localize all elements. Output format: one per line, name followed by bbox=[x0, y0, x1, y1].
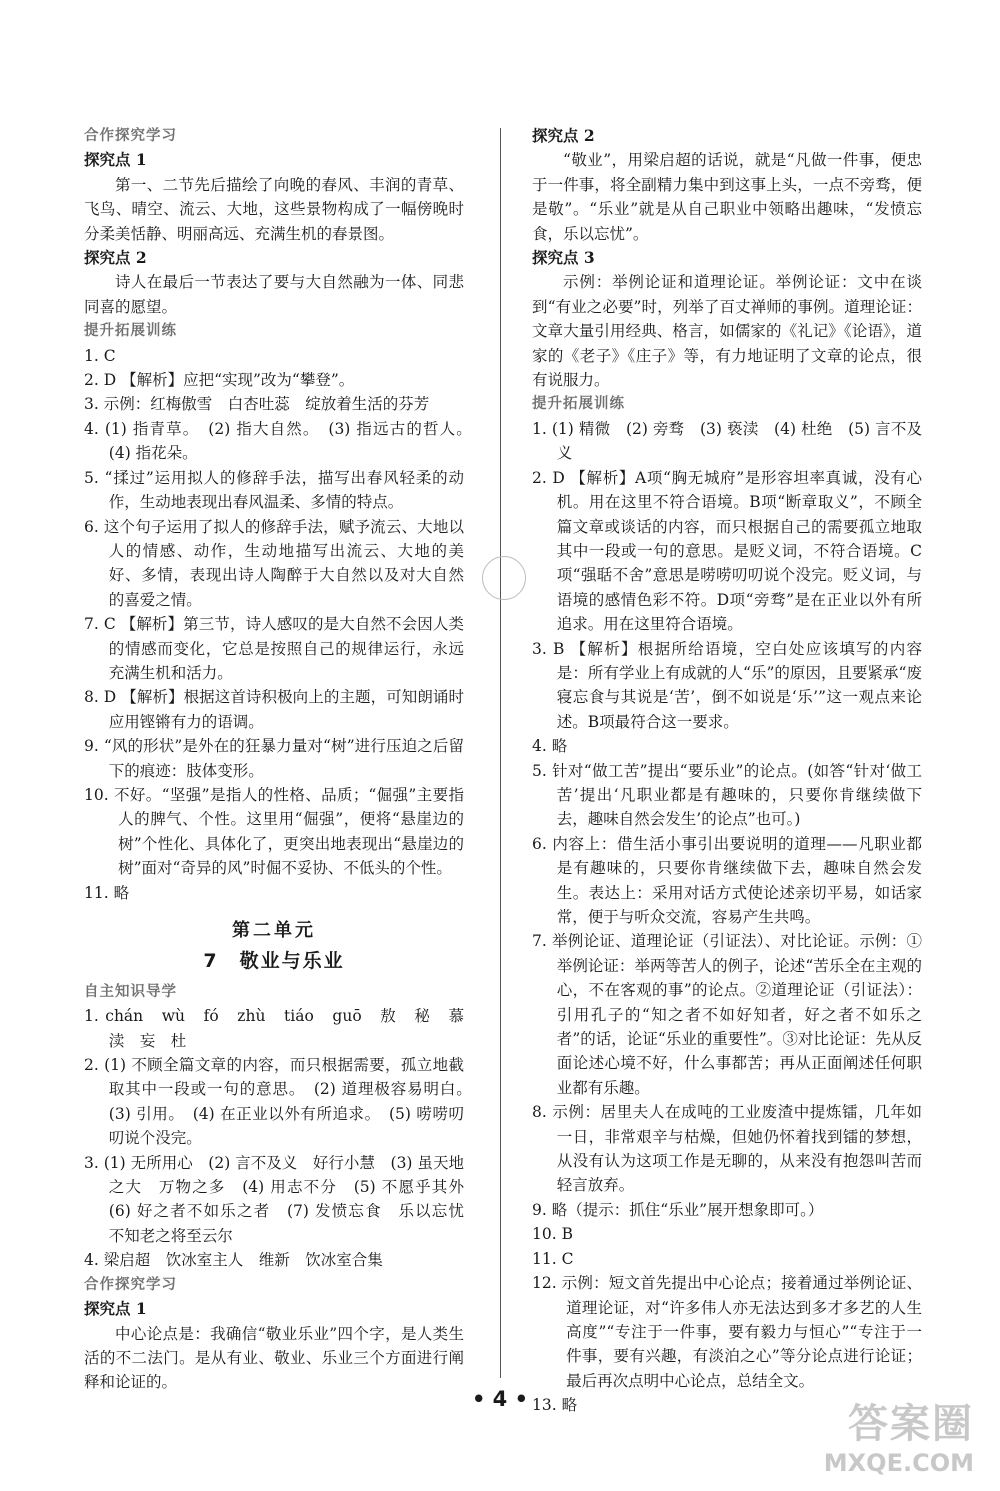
answer-item: 7. C 【解析】第三节，诗人感叹的是大自然不会因人类的情感而变化，它总是按照自己的规律运行，永远充满生机和活力。 bbox=[84, 615, 464, 682]
paragraph: 第一、二节先后描绘了向晚的春风、丰润的青草、飞鸟、晴空、流云、大地，这些景物构成了一幅傍晚时分柔美恬静、明丽高远、充满生机的春景图。 bbox=[84, 175, 464, 243]
answer-item: 8. D 【解析】根据这首诗积极向上的主题，可知朗诵时应用铿锵有力的语调。 bbox=[84, 688, 464, 731]
answer-item: 2. D 【解析】A项“胸无城府”是形容坦率真诚，没有心机。用在这里不符合语境。B项“断章取义”，不顾全篇文章或谈话的内容，而只根据自己的需要孤立地取其中一段或一句的意思。是贬义词，不符合语境。C项“强聒不舍”意思是唠唠叨叨说个没完。贬义词，与语境的感情色彩不符。D项“旁骛”是在正业以外有所追求。用在这里符合语境。 bbox=[532, 468, 922, 634]
watermark bbox=[824, 1392, 974, 1477]
section-heading: 提升拓展训练 bbox=[84, 323, 177, 340]
answer-item: 6. 内容上：借生活小事引出要说明的道理——凡职业都是有趣味的，只要你肯继续做下去，趣味自然会发生。表达上：采用对话方式使论述亲切平易，如话家常，便于与听众交流，容易产生共鸣。 bbox=[532, 834, 922, 926]
answer-item: 4. 略 bbox=[532, 737, 568, 756]
right-column bbox=[532, 124, 922, 1418]
answer-item: 2. (1) 不顾全篇文章的内容，而只根据需要，孤立地截取其中一段或一句的意思。 (2) 道理极容易明白。 (3) 引用。 (4) 在正业以外有所追求。 (5) 唠唠叨叨说个没完。 bbox=[84, 1056, 480, 1148]
answer-item: 8. 示例：居里夫人在成吨的工业废渣中提炼镭，几年如一日，非常艰辛与枯燥，但她仍怀着找到镭的梦想，从没有认为这项工作是无聊的，从来没有抱怨叫苦而轻言放弃。 bbox=[532, 1103, 922, 1195]
answer-item: 1. chán wù fó zhù tiáo guō 敖 秘 慕 渎 妄 杜 bbox=[84, 1007, 480, 1050]
page-number: • 4 • bbox=[471, 1387, 529, 1411]
unit-title: 第二单元 bbox=[232, 920, 316, 941]
answer-item: 9. 略（提示：抓住“乐业”展开想象即可。） bbox=[532, 1200, 824, 1219]
inquiry-point-heading: 探究点 2 bbox=[84, 248, 147, 268]
answer-item: 4. 梁启超 饮冰室主人 维新 饮冰室合集 bbox=[84, 1251, 383, 1270]
answer-item: 12. 示例：短文首先提出中心论点；接着通过举例论证、道理论证，对“许多伟人亦无法达到多才多艺的人生高度”“专注于一件事，要有毅力与恒心”“专注于一件事，要有兴趣，有淡泊之心”等分论点进行论证；最后再次点明中心论点，总结全文。 bbox=[532, 1274, 922, 1390]
answer-item: 10. 不好。“坚强”是指人的性格、品质；“倔强”主要指人的脾气、个性。这里用“倔强”，便将“悬崖边的树”个性化、具体化了，更突出地表现出“悬崖边的树”面对“奇异的风”时倔不妥协、不低头的个性。 bbox=[84, 785, 464, 878]
inquiry-point-heading: 探究点 1 bbox=[84, 150, 147, 170]
paragraph: “敬业”，用梁启超的话说，就是“凡做一件事，便忠于一件事，将全副精力集中到这事上头，一点不旁骛，便是敬”。“乐业”就是从自己职业中领略出趣味，“发愤忘食，乐以忘忧”。 bbox=[532, 151, 922, 243]
answer-item: 1. C bbox=[84, 346, 116, 365]
paragraph: 示例：举例论证和道理论证。举例论证：文中在谈到“有业之必要”时，列举了百丈禅师的事例。道理论证：文章大量引用经典、格言，如儒家的《礼记》《论语》，道家的《老子》《庄子》等，有力地证明了文章的论点，很有说服力。 bbox=[532, 273, 922, 390]
inquiry-point-heading: 探究点 3 bbox=[532, 248, 595, 268]
answer-item: 13. 略 bbox=[532, 1396, 578, 1415]
answer-item: 10. B bbox=[532, 1225, 573, 1244]
section-heading: 提升拓展训练 bbox=[532, 396, 625, 413]
answer-item: 11. 略 bbox=[84, 883, 130, 902]
watermark-logo-text: 答案圈 bbox=[848, 1401, 974, 1447]
answer-item: 3. (1) 无所用心 (2) 言不及义 好行小慧 (3) 虽天地之大 万物之多 (4) 用志不分 (5) 不愿乎其外 (6) 好之者不如乐之者 (7) 发愤忘食 乐以忘忧 不知老之将至云尔 bbox=[84, 1153, 480, 1245]
answer-item: 6. 这个句子运用了拟人的修辞手法，赋予流云、大地以人的情感、动作，生动地描写出流云、大地的美好、多情，表现出诗人陶醉于大自然以及对大自然的喜爱之情。 bbox=[84, 517, 464, 609]
answer-item: 2. D 【解析】应把“实现”改为“攀登”。 bbox=[84, 371, 355, 390]
inquiry-point-heading: 探究点 1 bbox=[84, 1299, 147, 1319]
paragraph: 中心论点是：我确信“敬业乐业”四个字，是人类生活的不二法门。是从有业、敬业、乐业三个方面进行阐释和论证的。 bbox=[84, 1324, 464, 1392]
answer-item: 5. “揉过”运用拟人的修辞手法，描写出春风轻柔的动作，生动地表现出春风温柔、多情的特点。 bbox=[84, 468, 464, 512]
left-column bbox=[84, 124, 480, 1395]
lesson-title: 7 敬业与乐业 bbox=[203, 950, 345, 973]
column-divider bbox=[500, 128, 501, 1378]
answer-item: 3. 示例：红梅傲雪 白杏吐蕊 绽放着生活的芬芳 bbox=[84, 395, 430, 414]
inquiry-point-heading: 探究点 2 bbox=[532, 126, 595, 145]
answer-item: 11. C bbox=[532, 1249, 574, 1268]
stamp-logo bbox=[482, 556, 526, 600]
paragraph: 诗人在最后一节表达了要与大自然融为一体、同悲同喜的愿望。 bbox=[84, 273, 464, 316]
section-heading: 合作探究学习 bbox=[84, 128, 177, 144]
section-heading: 自主知识导学 bbox=[84, 983, 177, 1000]
answer-item: 1. (1) 精微 (2) 旁骛 (3) 亵渎 (4) 杜绝 (5) 言不及义 bbox=[532, 419, 922, 463]
answer-item: 7. 举例论证、道理论证（引证法）、对比论证。示例：①举例论证：举两等苦人的例子，论述“苦乐全在主观的心，不在客观的事”的论点。②道理论证（引证法）：引用孔子的“知之者不如好知者，好之者不如乐之者”的话，论证“乐业的重要性”。③对比论证：先从反面论述心境不好，什么事都苦；再从正面阐述任何职业都有乐趣。 bbox=[532, 932, 922, 1097]
answer-item: 9. “风的形状”是外在的狂暴力量对“树”进行压迫之后留下的痕迹：肢体变形。 bbox=[84, 737, 464, 780]
answer-item: 4. (1) 指青草。 (2) 指大自然。 (3) 指远古的哲人。 (4) 指花朵。 bbox=[84, 419, 480, 463]
answer-item: 3. B 【解析】根据所给语境，空白处应该填写的内容是：所有学业上有成就的人“乐”的原因，且要紧承“废寝忘食与其说是‘苦’，倒不如说是‘乐’”这一观点来论述。B项最符合这一要求。 bbox=[532, 639, 922, 731]
section-heading: 合作探究学习 bbox=[84, 1276, 177, 1293]
watermark-url: MXQE.COM bbox=[823, 1449, 974, 1477]
answer-item: 5. 针对“做工苦”提出“要乐业”的论点。(如答“针对‘做工苦’提出‘凡职业都是有趣味的，只要你肯继续做下去，趣味自然会发生’的论点”也可。) bbox=[532, 761, 922, 829]
